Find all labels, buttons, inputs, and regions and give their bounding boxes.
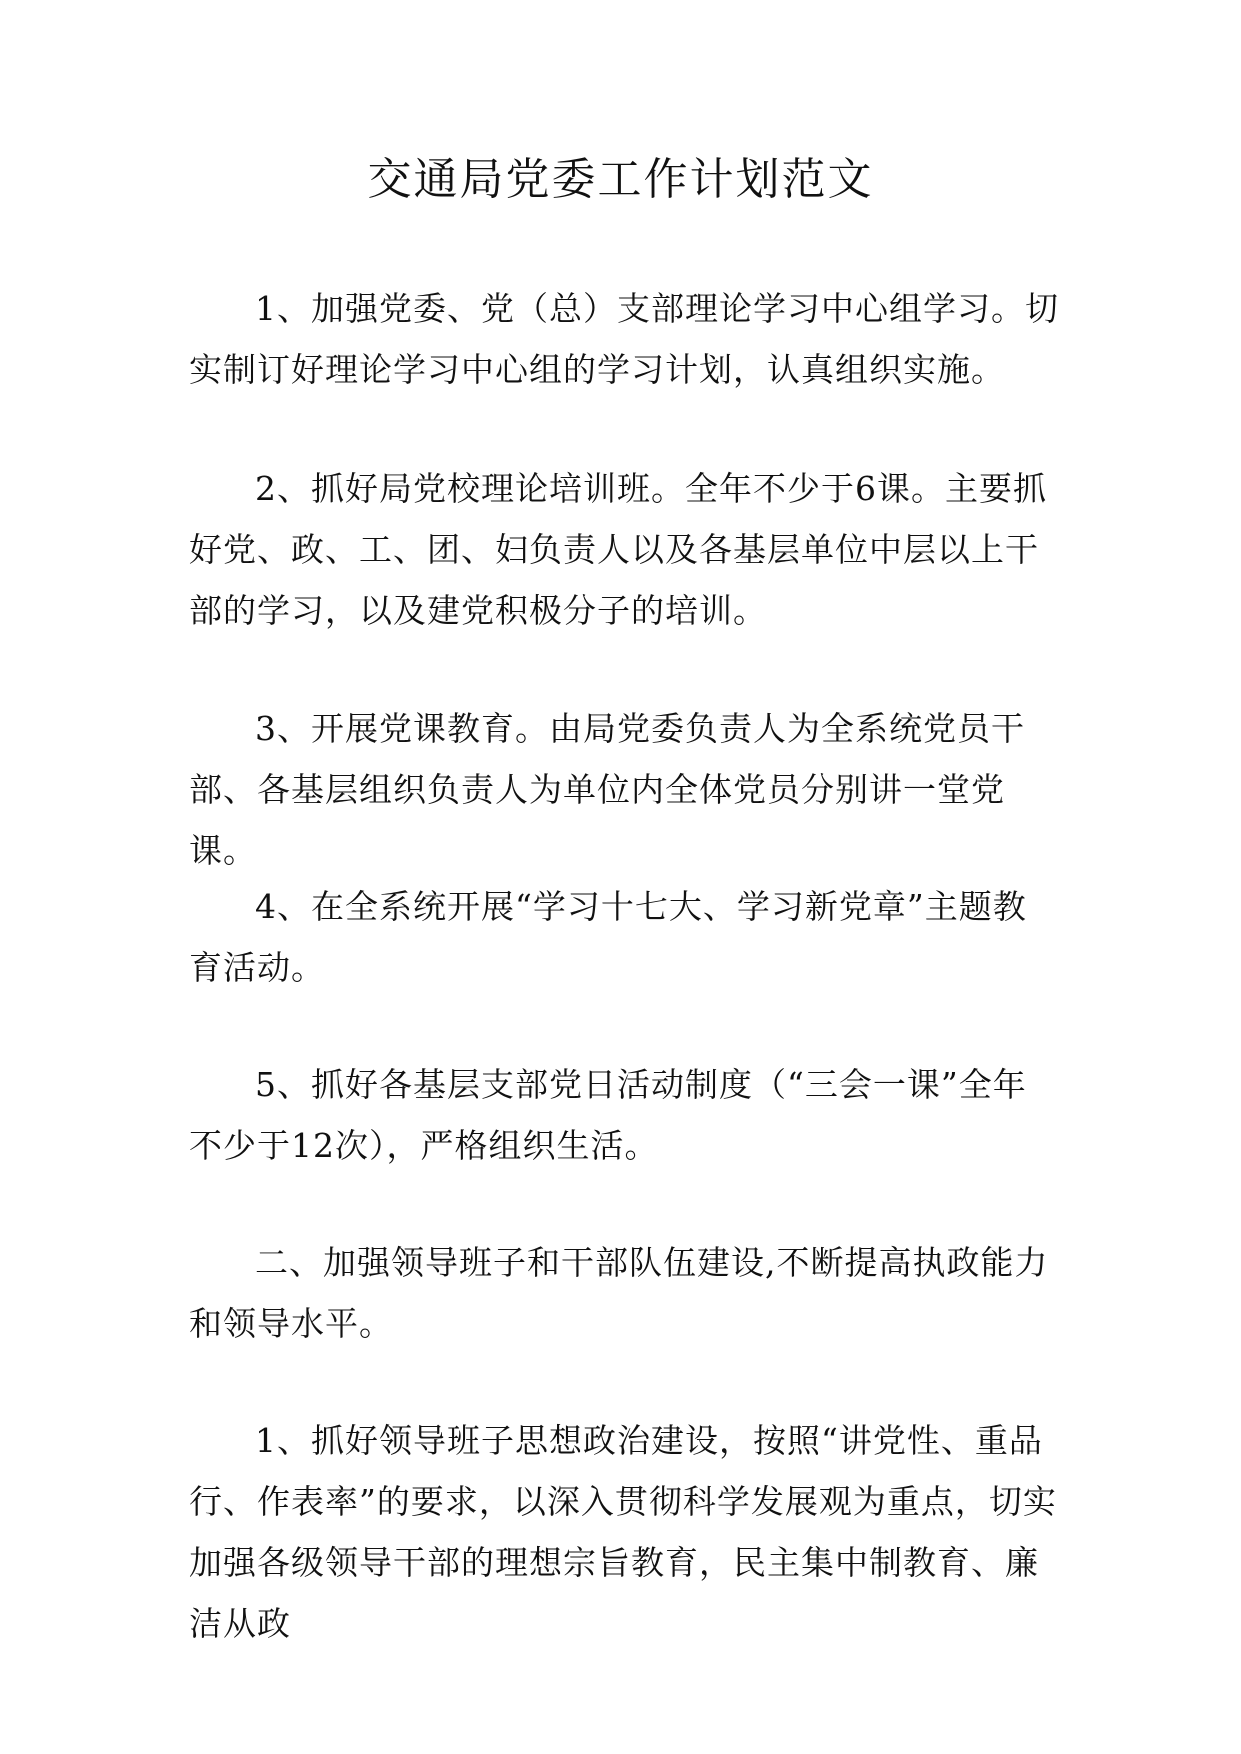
paragraph-1: 1、加强党委、党（总）支部理论学习中心组学习。切实制订好理论学习中心组的学习计划，认真组织实施。 (189, 289, 1059, 389)
paragraph-5: 5、抓好各基层支部党日活动制度（“三会一课”全年不少于12次），严格组织生活。 (189, 1065, 1027, 1165)
section-heading-2: 二、加强领导班子和干部队伍建设,不断提高执政能力和领导水平。 (189, 1243, 1049, 1343)
paragraph-7: 1、抓好领导班子思想政治建设，按照“讲党性、重品行、作表率”的要求，以深入贯彻科学发展观为重点，切实加强各级领导干部的理想宗旨教育，民主集中制教育、廉洁从政 (189, 1421, 1057, 1643)
paragraph-2: 2、抓好局党校理论培训班。全年不少于6课。主要抓好党、政、工、团、妇负责人以及各基层单位中层以上干部的学习，以及建党积极分子的培训。 (189, 469, 1047, 630)
paragraph-4: 4、在全系统开展“学习十七大、学习新党章”主题教育活动。 (189, 887, 1027, 987)
paragraph-3: 3、开展党课教育。由局党委负责人为全系统党员干部、各基层组织负责人为单位内全体党员分别讲一堂党课。 (189, 709, 1025, 870)
document-title: 交通局党委工作计划范文 (367, 154, 874, 205)
